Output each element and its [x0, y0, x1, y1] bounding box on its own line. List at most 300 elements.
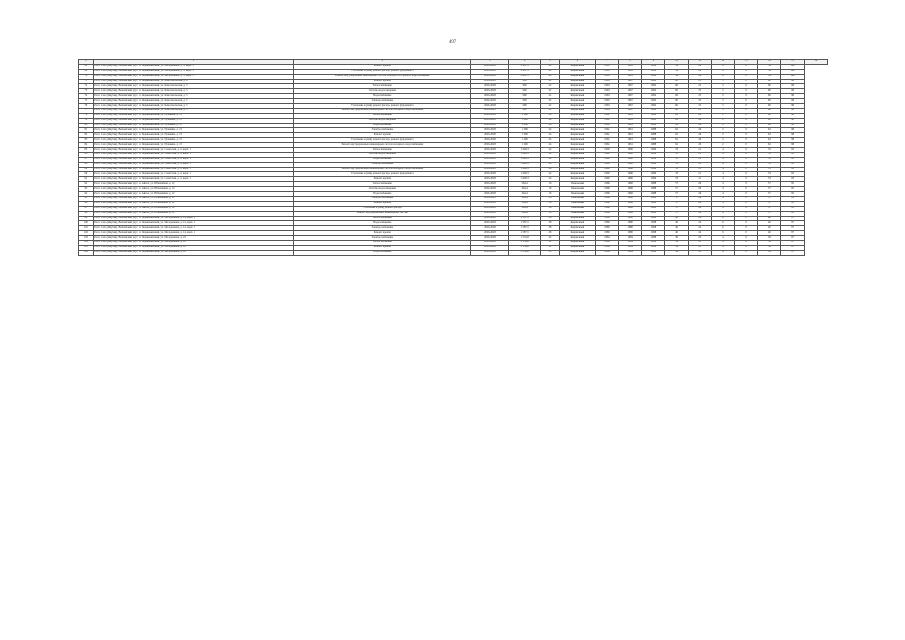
col-14-cell: 0 — [735, 64, 758, 69]
year-last-repair-cell: 1988 — [642, 187, 665, 192]
apartments-cell: 69 — [541, 69, 560, 74]
apartments-cell: 22 — [541, 104, 560, 109]
row-number: 93 — [79, 187, 94, 192]
year-built-cell: 1984 — [595, 250, 618, 255]
year-commission-cell: 1980 — [619, 221, 642, 226]
apartments-cell: 16 — [541, 206, 560, 211]
work-type-cell: Ремонт внутридомовых инженерных систем холодного водоснабжения — [294, 108, 471, 113]
area-cell: 1 296 — [509, 133, 541, 138]
col-15-cell: 40 — [758, 221, 781, 226]
wall-material-cell: Кирпичный — [560, 216, 596, 221]
area-cell: 264,4 — [509, 206, 541, 211]
col-13-cell: 5 — [711, 84, 734, 89]
col-13-cell: 4 — [711, 201, 734, 206]
year-commission-cell: 1990 — [619, 177, 642, 182]
address-cell: Респ. Саха (Якутия), Вилюйский улус, п. Чернышевский, ул. Молодежная, д. 16 — [93, 240, 293, 245]
year-commission-cell: 1966 — [619, 201, 642, 206]
year-built-cell: 1961 — [595, 133, 618, 138]
address-cell: Респ. Саха (Якутия), Вилюйский улус, п. Айхал, ул. Юбилейная, д. 12 — [93, 201, 293, 206]
col-16-cell: 97 — [781, 226, 804, 231]
year-built-cell: 1984 — [595, 236, 618, 241]
year-built-cell: 1961 — [595, 143, 618, 148]
wall-material-cell: Кирпичный — [560, 231, 596, 236]
wall-material-cell: Кирпичный — [560, 240, 596, 245]
col-14-cell: 0 — [735, 104, 758, 109]
col-14-cell: 0 — [735, 74, 758, 79]
row-number: 91 — [79, 177, 94, 182]
year-commission-cell: 1990 — [619, 162, 642, 167]
area-cell: 1 648,3 — [509, 167, 541, 172]
col-15-cell: 57 — [758, 211, 781, 216]
address-cell: Респ. Саха (Якутия), Вилюйский улус, п. Чернышевский, ул. Комсомольская, д. 5 — [93, 84, 293, 89]
address-cell: Респ. Саха (Якутия), Вилюйский улус, п. Чернышевский, ул. Комсомольская, д. 5 — [93, 94, 293, 99]
year-last-repair-cell: 1988 — [642, 138, 665, 143]
col-11-cell: 60 — [665, 89, 688, 94]
year-last-repair-cell: 1998 — [642, 245, 665, 250]
col-15-cell: 60 — [758, 84, 781, 89]
work-type-cell: Система водоотведения — [294, 89, 471, 94]
col-16-cell: 98 — [781, 123, 804, 128]
row-number: 74 — [79, 94, 94, 99]
period-cell: 2026-2028 — [471, 211, 509, 216]
year-built-cell: 1990 — [595, 172, 618, 177]
capital-repair-table-sheet — [78, 59, 828, 256]
col-16-cell: 98 — [781, 104, 804, 109]
col-12-cell: 25 — [688, 89, 711, 94]
col-13-cell: 6 — [711, 226, 734, 231]
year-built-cell: 1984 — [595, 245, 618, 250]
period-cell: 2026-2028 — [471, 240, 509, 245]
col-12-cell: 24 — [688, 231, 711, 236]
period-cell: 2026-2028 — [471, 152, 509, 157]
row-number: 90 — [79, 172, 94, 177]
year-commission-cell: 1966 — [619, 211, 642, 216]
col-16-cell: 97 — [781, 236, 804, 241]
work-type-cell: Утепление и (или) ремонт фасада, ремонт фундамента — [294, 172, 471, 177]
year-commission-cell: 1961 — [619, 143, 642, 148]
area-cell: 1 648,3 — [509, 157, 541, 162]
col-16-cell: 98 — [781, 108, 804, 113]
row-number: 84 — [79, 143, 94, 148]
address-cell: Респ. Саха (Якутия), Вилюйский улус, п. Чернышевский, ул. Молодежная, д. 3, корп. 1 — [93, 69, 293, 74]
work-type-cell: Система водоотведения — [294, 118, 471, 123]
year-last-repair-cell: 1988 — [642, 196, 665, 201]
year-last-repair-cell: 1998 — [642, 69, 665, 74]
col-13-cell: 5 — [711, 99, 734, 104]
address-cell: Респ. Саха (Якутия), Вилюйский улус, п. Чернышевский, ул. Молодежная, д. 14, корп. 1 — [93, 221, 293, 226]
row-number: 98 — [79, 211, 94, 216]
column-header: 15 — [781, 60, 804, 65]
col-12-cell: 26 — [688, 187, 711, 192]
address-cell: Респ. Саха (Якутия), Вилюйский улус, п. Чернышевский, ул. Советская, д. 2, корп. 1 — [93, 172, 293, 177]
col-12-cell: 23 — [688, 236, 711, 241]
area-cell: 1 296 — [509, 123, 541, 128]
col-16-cell: 100 — [781, 74, 804, 79]
address-cell: Респ. Саха (Якутия), Вилюйский улус, п. Чернышевский, ул. Пушкина, д. 15 — [93, 118, 293, 123]
col-16-cell: 95 — [781, 211, 804, 216]
wall-material-cell: Панельный — [560, 211, 596, 216]
apartments-cell: 32 — [541, 250, 560, 255]
period-cell: 2026-2028 — [471, 162, 509, 167]
period-cell: 2026-2028 — [471, 148, 509, 153]
year-built-cell: 1990 — [595, 162, 618, 167]
period-cell: 2026-2028 — [471, 245, 509, 250]
year-built-cell: 1963 — [595, 79, 618, 84]
col-15-cell: 60 — [758, 79, 781, 84]
area-cell: 1 587,5 — [509, 221, 541, 226]
year-last-repair-cell: 1992 — [642, 84, 665, 89]
area-cell: 1 587,5 — [509, 216, 541, 221]
area-cell: 1 587,5 — [509, 231, 541, 236]
col-11-cell: 39 — [665, 240, 688, 245]
area-cell: 264,4 — [509, 211, 541, 216]
year-commission-cell: 1980 — [619, 226, 642, 231]
work-type-cell: Водоснабжение — [294, 157, 471, 162]
wall-material-cell: Кирпичный — [560, 99, 596, 104]
col-12-cell: 23 — [688, 250, 711, 255]
year-last-repair-cell: 1992 — [642, 94, 665, 99]
col-15-cell: 54 — [758, 64, 781, 69]
year-built-cell: 1961 — [595, 118, 618, 123]
col-14-cell: 0 — [735, 143, 758, 148]
col-13-cell: 6 — [711, 69, 734, 74]
col-14-cell: 0 — [735, 167, 758, 172]
col-15-cell: 39 — [758, 236, 781, 241]
col-16-cell: 95 — [781, 206, 804, 211]
year-last-repair-cell: 1998 — [642, 216, 665, 221]
column-header: 10 — [665, 60, 688, 65]
col-15-cell: 62 — [758, 123, 781, 128]
col-12-cell: 24 — [688, 69, 711, 74]
col-14-cell: 0 — [735, 240, 758, 245]
col-13-cell: 2 — [711, 118, 734, 123]
address-cell: Респ. Саха (Якутия), Вилюйский улус, п. Айхал, ул. Юбилейная, д. 12 — [93, 187, 293, 192]
apartments-cell: 22 — [541, 89, 560, 94]
address-cell: Респ. Саха (Якутия), Вилюйский улус, п. Айхал, ул. Юбилейная, д. 12 — [93, 211, 293, 216]
row-number: 100 — [79, 221, 94, 226]
year-commission-cell: 1980 — [619, 216, 642, 221]
col-14-cell: 0 — [735, 162, 758, 167]
address-cell: Респ. Саха (Якутия), Вилюйский улус, п. Айхал, ул. Юбилейная, д. 12 — [93, 192, 293, 197]
col-12-cell: 24 — [688, 221, 711, 226]
column-header: 12 — [711, 60, 734, 65]
col-16-cell: 98 — [781, 143, 804, 148]
col-11-cell: 60 — [665, 99, 688, 104]
apartments-cell: 24 — [541, 143, 560, 148]
area-cell: 264,4 — [509, 182, 541, 187]
year-built-cell: 1963 — [595, 104, 618, 109]
col-15-cell: 60 — [758, 89, 781, 94]
year-last-repair-cell: 1992 — [642, 108, 665, 113]
year-last-repair-cell: 1988 — [642, 192, 665, 197]
col-12-cell: 26 — [688, 192, 711, 197]
col-15-cell: 60 — [758, 94, 781, 99]
col-13-cell: 4 — [711, 245, 734, 250]
col-14-cell: 0 — [735, 69, 758, 74]
row-number: 86 — [79, 152, 94, 157]
work-type-cell: Теплоснабжение — [294, 84, 471, 89]
area-cell: 1 648,3 — [509, 162, 541, 167]
area-cell: 2 967,1 — [509, 64, 541, 69]
col-13-cell: 4 — [711, 211, 734, 216]
year-built-cell: 1961 — [595, 128, 618, 133]
row-number: 95 — [79, 196, 94, 201]
period-cell: 2026-2028 — [471, 216, 509, 221]
col-16-cell: 95 — [781, 187, 804, 192]
column-header: 3 — [471, 60, 509, 65]
row-number: 99 — [79, 216, 94, 221]
apartments-cell: 16 — [541, 196, 560, 201]
address-cell: Респ. Саха (Якутия), Вилюйский улус, п. Чернышевский, ул. Комсомольская, д. 5 — [93, 108, 293, 113]
row-number: 85 — [79, 148, 94, 153]
year-last-repair-cell: 1988 — [642, 201, 665, 206]
area-cell: 264,4 — [509, 201, 541, 206]
work-type-cell: Ремонт кровли — [294, 245, 471, 250]
work-type-cell: Ремонт внутридомовых инженерных систем холодного и горячего водоснабжения — [294, 74, 471, 79]
apartments-cell: 24 — [541, 148, 560, 153]
col-15-cell: 62 — [758, 113, 781, 118]
year-commission-cell: 1966 — [619, 192, 642, 197]
col-14-cell: 0 — [735, 118, 758, 123]
apartments-cell: 32 — [541, 236, 560, 241]
col-14-cell: 0 — [735, 231, 758, 236]
col-11-cell: 60 — [665, 108, 688, 113]
col-15-cell: 62 — [758, 128, 781, 133]
col-13-cell: 4 — [711, 148, 734, 153]
period-cell: 2026-2028 — [471, 104, 509, 109]
area-cell: 1 296 — [509, 138, 541, 143]
column-header: # — [79, 60, 94, 65]
col-15-cell: 57 — [758, 206, 781, 211]
period-cell: 2026-2028 — [471, 69, 509, 74]
row-number: 81 — [79, 128, 94, 133]
period-cell: 2026-2028 — [471, 133, 509, 138]
row-number: 97 — [79, 206, 94, 211]
year-built-cell: 1980 — [595, 216, 618, 221]
year-built-cell: 1961 — [595, 113, 618, 118]
work-type-cell: Водоснабжение — [294, 192, 471, 197]
year-built-cell: 1980 — [595, 221, 618, 226]
work-type-cell: Ремонт кровли — [294, 201, 471, 206]
work-type-cell: Электроснабжение — [294, 99, 471, 104]
row-number: 77 — [79, 108, 94, 113]
work-type-cell: Водоснабжение — [294, 94, 471, 99]
apartments-cell: 24 — [541, 113, 560, 118]
area-cell: 264,4 — [509, 187, 541, 192]
col-11-cell: 60 — [665, 84, 688, 89]
col-11-cell: 57 — [665, 192, 688, 197]
year-commission-cell: 1967 — [619, 94, 642, 99]
col-14-cell: 0 — [735, 157, 758, 162]
col-15-cell: 54 — [758, 74, 781, 79]
col-16-cell: 97 — [781, 221, 804, 226]
wall-material-cell: Кирпичный — [560, 94, 596, 99]
period-cell: 2026-2028 — [471, 113, 509, 118]
year-built-cell: 1961 — [595, 123, 618, 128]
year-built-cell: 1966 — [595, 211, 618, 216]
year-built-cell: 1966 — [595, 196, 618, 201]
wall-material-cell: Кирпичный — [560, 177, 596, 182]
col-15-cell: 57 — [758, 192, 781, 197]
year-commission-cell: 1966 — [619, 182, 642, 187]
work-type-cell: Ремонт внутридомовых инженерных систем — [294, 211, 471, 216]
period-cell: 2026-2028 — [471, 157, 509, 162]
col-11-cell: 60 — [665, 94, 688, 99]
col-16-cell: 93 — [781, 152, 804, 157]
col-15-cell: 57 — [758, 182, 781, 187]
period-cell: 2026-2028 — [471, 196, 509, 201]
col-12-cell: 24 — [688, 74, 711, 79]
apartments-cell: 24 — [541, 167, 560, 172]
period-cell: 2026-2028 — [471, 64, 509, 69]
row-number: 101 — [79, 226, 94, 231]
col-12-cell: 26 — [688, 206, 711, 211]
col-14-cell: 0 — [735, 172, 758, 177]
year-last-repair-cell: 1999 — [642, 148, 665, 153]
col-14-cell: 0 — [735, 177, 758, 182]
year-last-repair-cell: 1992 — [642, 79, 665, 84]
year-commission-cell: 1984 — [619, 236, 642, 241]
period-cell: 2026-2028 — [471, 118, 509, 123]
year-commission-cell: 1984 — [619, 245, 642, 250]
period-cell: 2026-2028 — [471, 74, 509, 79]
col-14-cell: 0 — [735, 148, 758, 153]
col-13-cell: 5 — [711, 108, 734, 113]
address-cell: Респ. Саха (Якутия), Вилюйский улус, п. Чернышевский, ул. Пушкина, д. 15 — [93, 128, 293, 133]
col-14-cell: 0 — [735, 216, 758, 221]
period-cell: 2026-2028 — [471, 138, 509, 143]
address-cell: Респ. Саха (Якутия), Вилюйский улус, п. Чернышевский, ул. Советская, д. 2, корп. 1 — [93, 167, 293, 172]
col-16-cell: 93 — [781, 162, 804, 167]
col-12-cell: 25 — [688, 108, 711, 113]
col-11-cell: 40 — [665, 231, 688, 236]
work-type-cell: Водоснабжение — [294, 123, 471, 128]
year-built-cell: 1983 — [595, 64, 618, 69]
col-13-cell: 5 — [711, 104, 734, 109]
col-11-cell: 39 — [665, 236, 688, 241]
col-11-cell: 57 — [665, 206, 688, 211]
col-15-cell: 57 — [758, 201, 781, 206]
row-number: 73 — [79, 89, 94, 94]
area-cell: 2 967,1 — [509, 69, 541, 74]
col-15-cell: 33 — [758, 157, 781, 162]
row-number: 79 — [79, 118, 94, 123]
apartments-cell: 24 — [541, 133, 560, 138]
col-14-cell: 0 — [735, 192, 758, 197]
col-14-cell: 0 — [735, 211, 758, 216]
col-16-cell: 98 — [781, 89, 804, 94]
col-13-cell: 4 — [711, 182, 734, 187]
apartments-cell: 24 — [541, 128, 560, 133]
col-12-cell: 21 — [688, 177, 711, 182]
work-type-cell: Теплоснабжение — [294, 148, 471, 153]
year-built-cell: 1963 — [595, 84, 618, 89]
col-16-cell: 100 — [781, 64, 804, 69]
area-cell: 1 587,5 — [509, 226, 541, 231]
col-12-cell: 23 — [688, 245, 711, 250]
col-13-cell: 4 — [711, 177, 734, 182]
period-cell: 2026-2028 — [471, 250, 509, 255]
address-cell: Респ. Саха (Якутия), Вилюйский улус, п. Чернышевский, ул. Советская, д. 2, корп. 1 — [93, 152, 293, 157]
year-last-repair-cell: 1998 — [642, 250, 665, 255]
year-built-cell: 1983 — [595, 74, 618, 79]
wall-material-cell: Кирпичный — [560, 148, 596, 153]
col-15-cell: 62 — [758, 133, 781, 138]
col-12-cell: 25 — [688, 84, 711, 89]
apartments-cell: 24 — [541, 157, 560, 162]
address-cell: Респ. Саха (Якутия), Вилюйский улус, п. Чернышевский, ул. Комсомольская, д. 5 — [93, 89, 293, 94]
row-number: 105 — [79, 245, 94, 250]
col-14-cell: 0 — [735, 133, 758, 138]
work-type-cell: Электроснабжение — [294, 196, 471, 201]
wall-material-cell: Кирпичный — [560, 138, 596, 143]
col-11-cell: 33 — [665, 162, 688, 167]
area-cell: 264,4 — [509, 196, 541, 201]
col-16-cell: 97 — [781, 216, 804, 221]
work-type-cell: Теплоснабжение — [294, 216, 471, 221]
address-cell: Респ. Саха (Якутия), Вилюйский улус, п. Айхал, ул. Юбилейная, д. 12 — [93, 182, 293, 187]
col-14-cell: 0 — [735, 138, 758, 143]
row-number: 96 — [79, 201, 94, 206]
wall-material-cell: Кирпичный — [560, 250, 596, 255]
work-type-cell: Утепление и (или) ремонт фасада — [294, 206, 471, 211]
col-12-cell: 24 — [688, 64, 711, 69]
col-12-cell: 21 — [688, 148, 711, 153]
year-last-repair-cell: 1999 — [642, 167, 665, 172]
year-commission-cell: 1966 — [619, 206, 642, 211]
col-15-cell: 57 — [758, 196, 781, 201]
col-12-cell: 26 — [688, 201, 711, 206]
year-commission-cell: 1984 — [619, 250, 642, 255]
col-15-cell: 57 — [758, 187, 781, 192]
apartments-cell: 24 — [541, 162, 560, 167]
col-14-cell: 0 — [735, 221, 758, 226]
year-last-repair-cell: 1988 — [642, 206, 665, 211]
period-cell: 2026-2028 — [471, 236, 509, 241]
year-built-cell: 1990 — [595, 157, 618, 162]
year-commission-cell: 1967 — [619, 108, 642, 113]
work-type-cell: Теплоснабжение — [294, 182, 471, 187]
col-16-cell: 93 — [781, 172, 804, 177]
year-commission-cell: 1990 — [619, 172, 642, 177]
col-16-cell: 98 — [781, 99, 804, 104]
col-15-cell: 60 — [758, 108, 781, 113]
year-commission-cell: 1967 — [619, 84, 642, 89]
col-16-cell: 97 — [781, 250, 804, 255]
wall-material-cell: Кирпичный — [560, 89, 596, 94]
row-number: 89 — [79, 167, 94, 172]
column-header: 16 — [804, 60, 827, 65]
col-16-cell: 95 — [781, 192, 804, 197]
year-last-repair-cell: 1988 — [642, 182, 665, 187]
wall-material-cell: Кирпичный — [560, 245, 596, 250]
apartments-cell: 24 — [541, 138, 560, 143]
year-built-cell: 1963 — [595, 99, 618, 104]
col-15-cell: 40 — [758, 216, 781, 221]
period-cell: 2026-2028 — [471, 108, 509, 113]
year-built-cell: 1966 — [595, 206, 618, 211]
col-12-cell: 26 — [688, 138, 711, 143]
wall-material-cell: Кирпичный — [560, 236, 596, 241]
address-cell: Респ. Саха (Якутия), Вилюйский улус, п. Чернышевский, ул. Молодежная, д. 16 — [93, 250, 293, 255]
year-built-cell: 1966 — [595, 182, 618, 187]
col-12-cell: 26 — [688, 123, 711, 128]
col-12-cell: 25 — [688, 104, 711, 109]
year-built-cell: 1966 — [595, 201, 618, 206]
year-built-cell: 1990 — [595, 152, 618, 157]
work-type-cell: Ремонт кровли — [294, 79, 471, 84]
col-13-cell: 4 — [711, 172, 734, 177]
